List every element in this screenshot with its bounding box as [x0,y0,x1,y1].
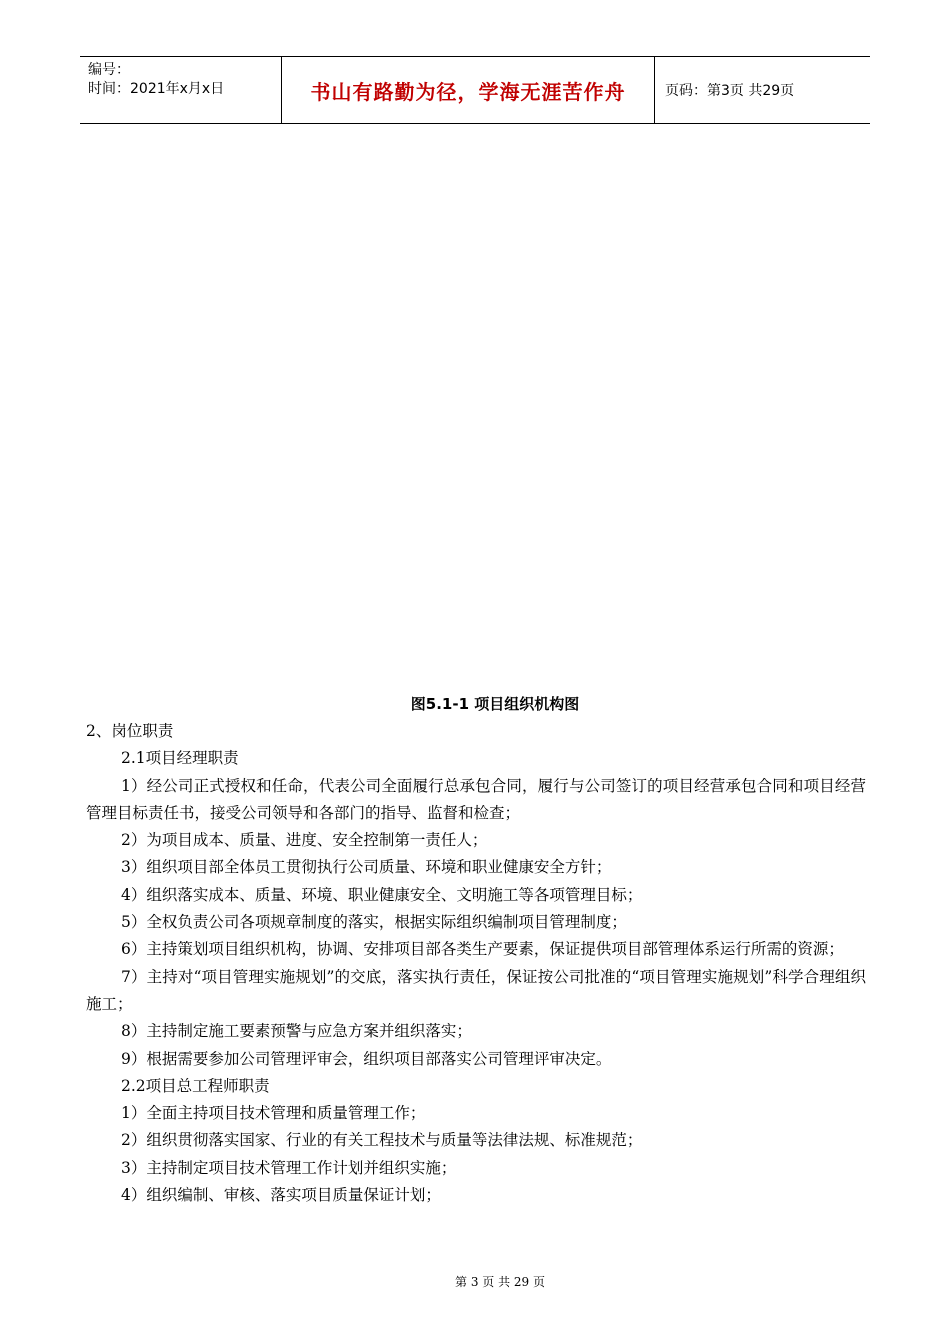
section-title: 2、岗位职责 [86,722,174,740]
page-footer: 第 3 页 共 29 页 [455,1275,545,1289]
header-page-info: 页码：第3页 共29页 [665,83,795,99]
figure-caption: 图5.1-1 项目组织机构图 [410,695,580,713]
header-left-cell [80,57,282,123]
duty-item: 3）组织项目部全体员工贯彻执行公司质量、环境和职业健康安全方针； [121,858,612,877]
duty-item: 2）组织贯彻落实国家、行业的有关工程技术与质量等法律法规、标准规范； [121,1131,643,1150]
page-header [80,56,870,124]
duty-item: 7）主持对“项目管理实施规划”的交底，落实执行责任，保证按公司批准的“项目管理实施规划”科学合理组织施工； [86,967,866,1013]
duty-item: 3）主持制定项目技术管理工作计划并组织实施； [121,1158,457,1177]
duty-item: 4）组织编制、审核、落实项目质量保证计划； [121,1186,441,1205]
subsection-title-project-manager: 2.1项目经理职责 [121,749,239,768]
duty-item: 8）主持制定施工要素预警与应急方案并组织落实； [121,1022,472,1041]
subsection-title-chief-engineer: 2.2项目总工程师职责 [121,1076,270,1095]
document-number-label: 编号： [88,62,130,78]
duty-item: 2）为项目成本、质量、进度、安全控制第一责任人； [121,831,488,850]
duty-item: 6）主持策划项目组织机构，协调、安排项目部各类生产要素，保证提供项目部管理体系运行所需的资源； [121,940,844,959]
duty-item: 5）全权负责公司各项规章制度的落实，根据实际组织编制项目管理制度； [121,913,627,932]
duty-item: 4）组织落实成本、质量、环境、职业健康安全、文明施工等各项管理目标； [121,885,643,904]
duty-item: 1）全面主持项目技术管理和质量管理工作； [121,1104,426,1123]
document-date-label: 时间：2021年x月x日 [88,81,225,97]
duty-item: 9）根据需要参加公司管理评审会，组织项目部落实公司管理评审决定。 [121,1049,612,1068]
duty-item: 1）经公司正式授权和任命，代表公司全面履行总承包合同，履行与公司签订的项目经营承包合同和项目经营管理目标责任书，接受公司领导和各部门的指导、监督和检查； [86,776,866,822]
document-body [86,718,866,1209]
header-motto: 书山有路勤为径，学海无涯苦作舟 [282,57,655,123]
figure-blank-area [80,140,870,680]
